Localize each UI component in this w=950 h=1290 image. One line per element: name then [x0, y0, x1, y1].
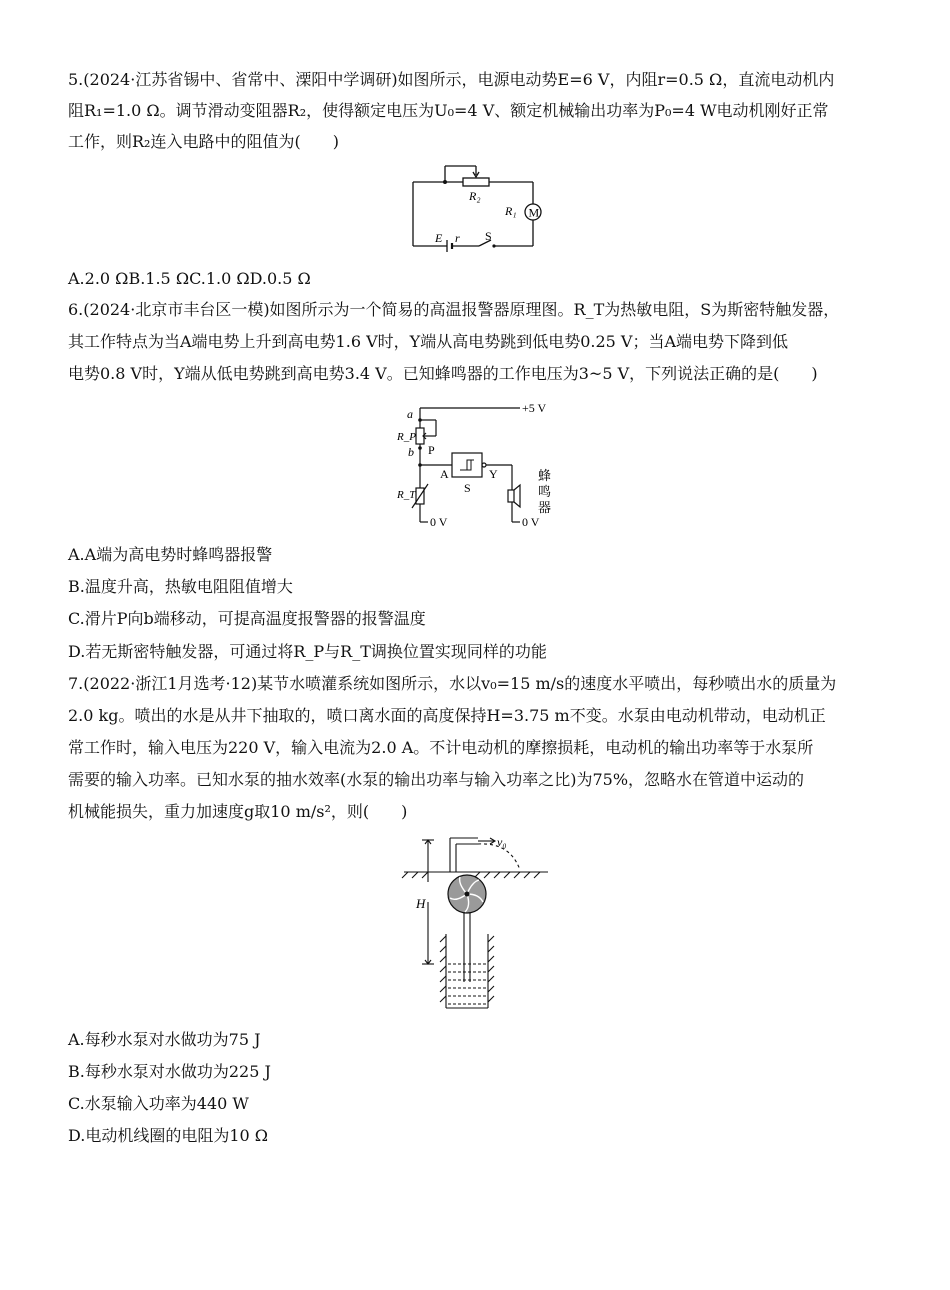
q7-option-c: C.水泵输入功率为440 W: [68, 1094, 249, 1113]
q6-option-c: C.滑片P向b端移动，可提高温度报警器的报警温度: [68, 609, 426, 628]
q5-circuit-figure: [405, 162, 555, 254]
q6-stem-line-3: 电势0.8 V时，Y端从低电势跳到高电势3.4 V。已知蜂鸣器的工作电压为3~5 V，下列说法正确的是( ): [68, 364, 818, 383]
q6-label-p: P: [428, 443, 435, 457]
q7-option-a: A.每秒水泵对水做功为75 J: [68, 1030, 261, 1049]
q7-stem-line-1: 7.(2022·浙江1月选考·12)某节水喷灌系统如图所示，水以v₀=15 m/s的速度水平喷出，每秒喷出水的质量为: [68, 674, 837, 693]
q6-label-rt: R_T: [397, 489, 416, 501]
q6-label-a-input: A: [440, 467, 449, 481]
q7-label-h: H: [416, 896, 426, 911]
q6-label-buzzer-2: 鸣: [538, 484, 552, 499]
q6-label-buzzer-1: 蜂: [538, 468, 552, 483]
q6-label-a: a: [407, 407, 413, 421]
q6-label-b: b: [408, 445, 414, 459]
q7-stem-line-5: 机械能损失，重力加速度g取10 m/s²，则( ): [68, 802, 408, 821]
q5-options: A.2.0 ΩB.1.5 ΩC.1.0 ΩD.0.5 Ω: [68, 269, 311, 288]
q5-label-e: E: [435, 231, 443, 245]
q6-label-gnd-right: 0 V: [522, 515, 540, 529]
q6-option-d: D.若无斯密特触发器，可通过将R_P与R_T调换位置实现同样的功能: [68, 642, 547, 661]
q5-stem-line-1: 5.(2024·江苏省锡中、省常中、溧阳中学调研)如图所示，电源电动势E=6 V，内阻r=0.5 Ω，直流电动机内: [68, 70, 835, 89]
q5-label-r: r: [455, 231, 460, 245]
q6-label-y: Y: [489, 467, 498, 481]
q5-label-s: S: [485, 229, 492, 243]
q7-option-b: B.每秒水泵对水做功为225 J: [68, 1062, 271, 1081]
q7-stem-line-3: 常工作时，输入电压为220 V，输入电流为2.0 A。不计电动机的摩擦损耗，电动机的输出功率等于水泵所: [68, 738, 814, 757]
q6-option-b: B.温度升高，热敏电阻阻值增大: [68, 577, 293, 596]
q5-label-motor: M: [528, 205, 540, 220]
q5-label-r1: R₁: [505, 204, 517, 218]
q6-stem-line-1: 6.(2024·北京市丰台区一模)如图所示为一个简易的高温报警器原理图。R_T为热敏电阻，S为斯密特触发器，: [68, 300, 840, 319]
q6-alarm-circuit-figure: [392, 398, 562, 532]
q6-option-a: A.A端为高电势时蜂鸣器报警: [68, 545, 273, 564]
q6-label-gnd-left: 0 V: [430, 515, 448, 529]
q7-stem-line-2: 2.0 kg。喷出的水是从井下抽取的，喷口离水面的高度保持H=3.75 m不变。水泵由电动机带动，电动机正: [68, 706, 826, 725]
q5-label-r2: R₂: [469, 189, 481, 203]
q6-label-5v: +5 V: [522, 401, 547, 415]
q6-label-rp: R_P: [397, 431, 416, 443]
q7-option-d: D.电动机线圈的电阻为10 Ω: [68, 1126, 269, 1145]
q6-label-buzzer-3: 器: [538, 500, 552, 515]
q6-stem-line-2: 其工作特点为当A端电势上升到高电势1.6 V时，Y端从高电势跳到低电势0.25 V；当A端电势下降到低: [68, 332, 789, 351]
q7-label-v0: v₀: [497, 835, 507, 849]
q5-stem-line-2: 阻R₁=1.0 Ω。调节滑动变阻器R₂，使得额定电压为U₀=4 V、额定机械输出功率为P₀=4 W电动机刚好正常: [68, 101, 829, 120]
q7-stem-line-4: 需要的输入功率。已知水泵的抽水效率(水泵的输出功率与输入功率之比)为75%，忽略水在管道中运动的: [68, 770, 805, 789]
q5-stem-line-3: 工作，则R₂连入电路中的阻值为( ): [68, 132, 339, 151]
q6-label-s: S: [464, 481, 471, 495]
q7-pump-figure: [398, 832, 554, 1014]
